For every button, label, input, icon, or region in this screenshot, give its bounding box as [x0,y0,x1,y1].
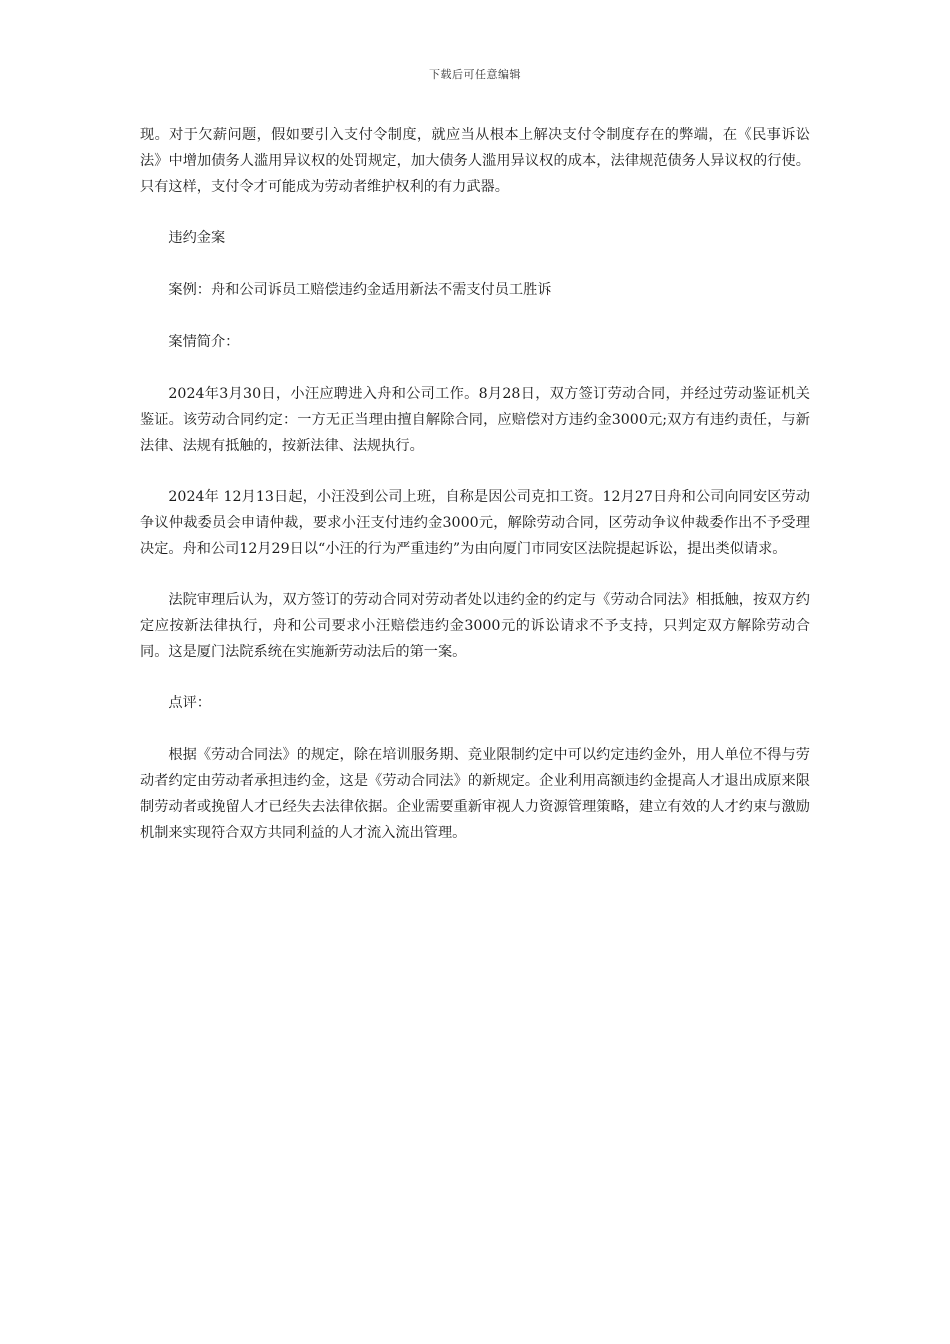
case-paragraph-1: 2024年3月30日，小汪应聘进入舟和公司工作。8月28日，双方签订劳动合同，并经过劳动鉴证机关鉴证。该劳动合同约定：一方无正当理由擅自解除合同，应赔偿对方违约金3000元;双方有违约责任，与新法律、法规有抵触的，按新法律、法规执行。 [140,386,810,454]
court-ruling-paragraph: 法院审理后认为，双方签订的劳动合同对劳动者处以违约金的约定与《劳动合同法》相抵触，按双方约定应按新法律执行，舟和公司要求小汪赔偿违约金3000元的诉讼请求不予支持，只判定双方解除劳动合同。这是厦门法院系统在实施新劳动法后的第一案。 [140,592,810,660]
case-title: 案例：舟和公司诉员工赔偿违约金适用新法不需支付员工胜诉 [168,282,552,298]
commentary-paragraph: 根据《劳动合同法》的规定，除在培训服务期、竞业限制约定中可以约定违约金外，用人单位不得与劳动者约定由劳动者承担违约金，这是《劳动合同法》的新规定。企业利用高额违约金提高人才退出成原来限制劳动者或挽留人才已经失去法律依据。企业需要重新审视人力资源管理策略，建立有效的人才约束与激励机制来实现符合双方共同利益的人才流入流出管理。 [140,747,810,841]
case-summary-heading: 案情简介： [168,334,240,350]
commentary-heading: 点评： [168,695,211,711]
document-body [140,122,810,871]
section-heading: 违约金案 [168,230,226,246]
paragraph-continued: 现。对于欠薪问题，假如要引入支付令制度，就应当从根本上解决支付令制度存在的弊端，在《民事诉讼法》中增加债务人滥用异议权的处罚规定，加大债务人滥用异议权的成本，法律规范债务人异议权的行使。只有这样，支付令才可能成为劳动者维护权利的有力武器。 [140,127,810,195]
case-paragraph-2: 2024年 12月13日起，小汪没到公司上班，自称是因公司克扣工资。12月27日舟和公司向同安区劳动争议仲裁委员会申请仲裁，要求小汪支付违约金3000元，解除劳动合同，区劳动争议仲裁委作出不予受理决定。舟和公司12月29日以“小汪的行为严重违约”为由向厦门市同安区法院提起诉讼，提出类似请求。 [140,489,810,557]
page-header: 下载后可任意编辑 [429,68,521,81]
